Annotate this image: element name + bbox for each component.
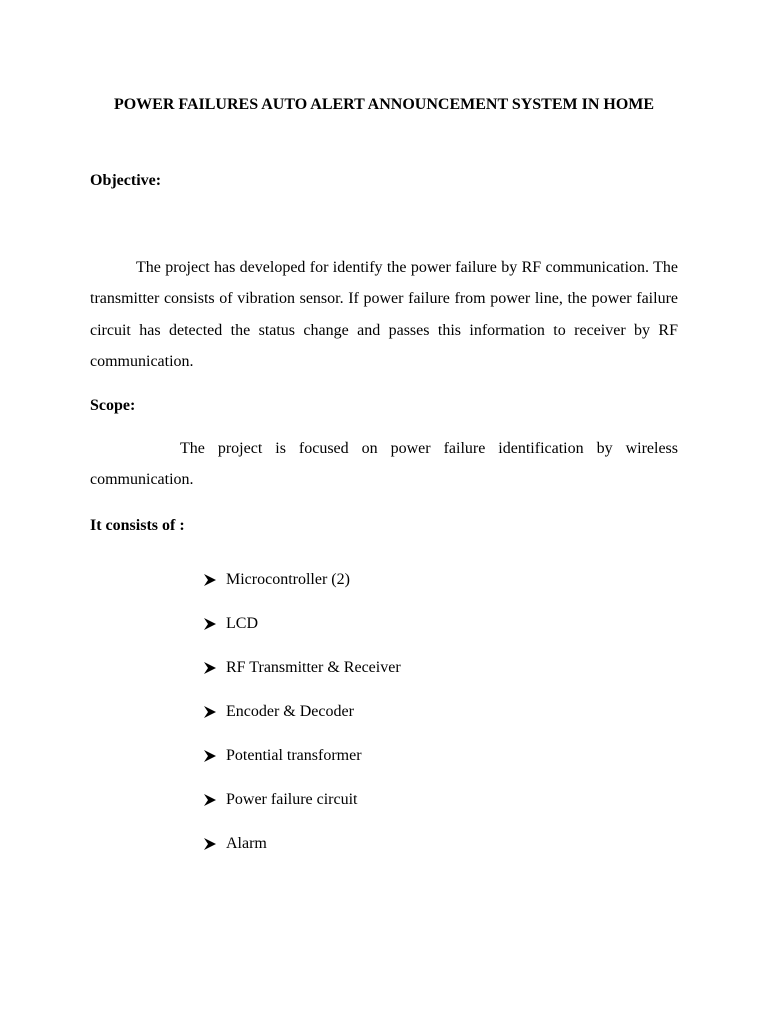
list-item bbox=[203, 690, 401, 734]
arrowhead-bullet-icon bbox=[203, 617, 217, 631]
list-item-label: RF Transmitter & Receiver bbox=[226, 659, 401, 676]
arrowhead-bullet-icon bbox=[203, 837, 217, 851]
list-item-label: Microcontroller (2) bbox=[226, 571, 350, 588]
list-item-label: Alarm bbox=[226, 835, 267, 852]
list-item-label: LCD bbox=[226, 615, 258, 632]
list-item bbox=[203, 558, 401, 602]
list-item bbox=[203, 778, 401, 822]
consists-heading: It consists of : bbox=[90, 517, 185, 534]
list-item-label: Power failure circuit bbox=[226, 791, 358, 808]
component-list bbox=[203, 558, 401, 866]
objective-paragraph: The project has developed for identify the power failure by RF communication. The transmitter consists of vibration sensor. If power failure from power line, the power failure circuit has detected the status change and passes this information to receiver by RF communication. bbox=[90, 259, 678, 370]
arrowhead-bullet-icon bbox=[203, 705, 217, 719]
arrowhead-bullet-icon bbox=[203, 573, 217, 587]
scope-heading: Scope: bbox=[90, 397, 136, 414]
list-item bbox=[203, 734, 401, 778]
list-item bbox=[203, 602, 401, 646]
list-item-label: Encoder & Decoder bbox=[226, 703, 354, 720]
list-item-label: Potential transformer bbox=[226, 747, 362, 764]
arrowhead-bullet-icon bbox=[203, 749, 217, 763]
list-item bbox=[203, 646, 401, 690]
document-title: POWER FAILURES AUTO ALERT ANNOUNCEMENT SYSTEM IN HOME bbox=[113, 96, 655, 113]
arrowhead-bullet-icon bbox=[203, 793, 217, 807]
list-item bbox=[203, 822, 401, 866]
objective-heading: Objective: bbox=[90, 172, 162, 189]
arrowhead-bullet-icon bbox=[203, 661, 217, 675]
scope-paragraph: The project is focused on power failure identification by wireless communication. bbox=[90, 440, 678, 489]
